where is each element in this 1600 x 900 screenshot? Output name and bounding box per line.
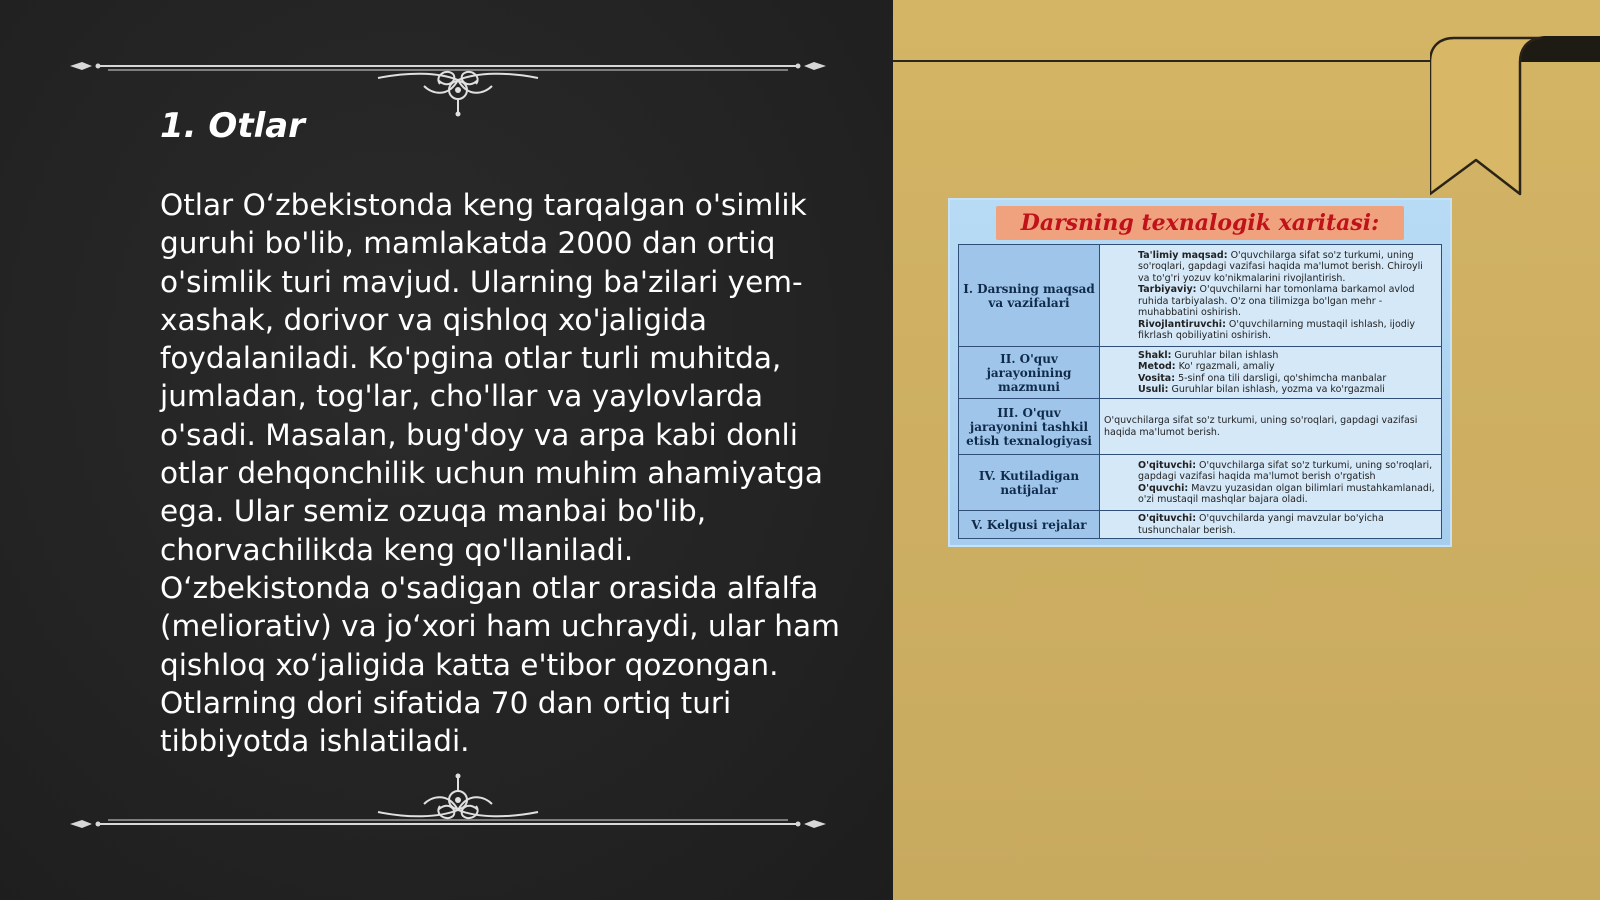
table-row [959, 347, 1442, 399]
bottom-ornament-divider [68, 770, 828, 840]
card-title: Darsning texnalogik xaritasi: [996, 206, 1404, 240]
row-line: Rivojlantiruvchi: O'quvchilarning mustaqil ishlash, ijodiy fikrlash qobiliyatini oshirish. [1138, 318, 1416, 341]
row-line: Usuli: Guruhlar bilan ishlash, yozma va ko'rgazmali [1138, 384, 1385, 395]
row-line: O'qituvchi: O'quvchilarga sifat so'z turkumi, uning so'roqlari, gapdagi vazifasi haqida ma'lumot berish o'rgatish [1138, 459, 1433, 482]
row-line: Metod: Ko' rgazmali, amaliy [1138, 361, 1275, 372]
row-line: Shakl: Guruhlar bilan ishlash [1138, 349, 1279, 361]
row-header: II. O'quv jarayonining mazmuni [959, 347, 1100, 399]
table-row [959, 245, 1442, 347]
row-content [1100, 347, 1442, 399]
lesson-map-table [958, 244, 1442, 539]
table-row [959, 511, 1442, 539]
row-line: Vosita: 5-sinf ona tili darsligi, qo'shimcha manbalar [1138, 372, 1387, 384]
row-line: Tarbiyaviy: O'quvchilarni har tomonlama barkamol avlod ruhida tarbiyalash. O'z ona tilimizga bo'lgan mehr - muhabbatini oshirish. [1138, 284, 1415, 318]
row-content [1100, 245, 1442, 347]
slide-title: 1. Otlar [160, 106, 305, 146]
row-header: III. O'quv jarayonini tashkil etish texnalogiyasi [959, 399, 1100, 455]
row-content [1100, 455, 1442, 511]
row-line: O'qituvchi: O'quvchilarda yangi mavzular bo'yicha tushunchalar berish. [1138, 513, 1384, 536]
table-row [959, 455, 1442, 511]
row-content [1100, 399, 1442, 455]
row-line: Ta'limiy maqsad: O'quvchilarga sifat so'z turkumi, uning so'roqlari, gapdagi vazifasi haqida ma'lumot berish. Chiroyli va to'g'ri yozuv ko'nikmalarini rivojlantirish. [1138, 249, 1423, 284]
row-header: IV. Kutiladigan natijalar [959, 455, 1100, 511]
row-content [1100, 511, 1442, 539]
table-row [959, 399, 1442, 455]
row-line: O'quvchilarga sifat so'z turkumi, uning so'roqlari, gapdagi vazifasi haqida ma'lumot berish. [1104, 415, 1418, 438]
row-header: I. Darsning maqsad va vazifalari [959, 245, 1100, 347]
lesson-map-card [950, 200, 1450, 545]
row-line: O'quvchi: Mavzu yuzasidan olgan bilimlari mustahkamlanadi, o'zi mustaqil mashqlar bajara oladi. [1138, 482, 1435, 505]
bookmark-ribbon-icon [1430, 36, 1600, 206]
slide-body-text: Otlar O‘zbekistonda keng tarqalgan o'simlik guruhi bo'lib, mamlakatda 2000 dan ortiq o'simlik turi mavjud. Ularning ba'zilari yem-xashak, dorivor va qishloq xo'jaligida foydalaniladi. Ko'pgina otlar turli muhitda, jumladan, tog'lar, cho'llar va yaylovlarda o'sadi. Masalan, bug'doy va arpa kabi donli otlar dehqonchilik uchun muhim ahamiyatga ega. Ular semiz ozuqa manbai bo'lib, chorvachilikda keng qo'llaniladi. O‘zbekistonda o'sadigan otlar orasida alfalfa (meliorativ) va jo‘xori ham uchraydi, ular ham qishloq xo‘jaligida katta e'tibor qozongan. Otlarning dori sifatida 70 dan ortiq turi tibbiyotda ishlatiladi. [160, 188, 840, 759]
row-header: V. Kelgusi rejalar [959, 511, 1100, 539]
